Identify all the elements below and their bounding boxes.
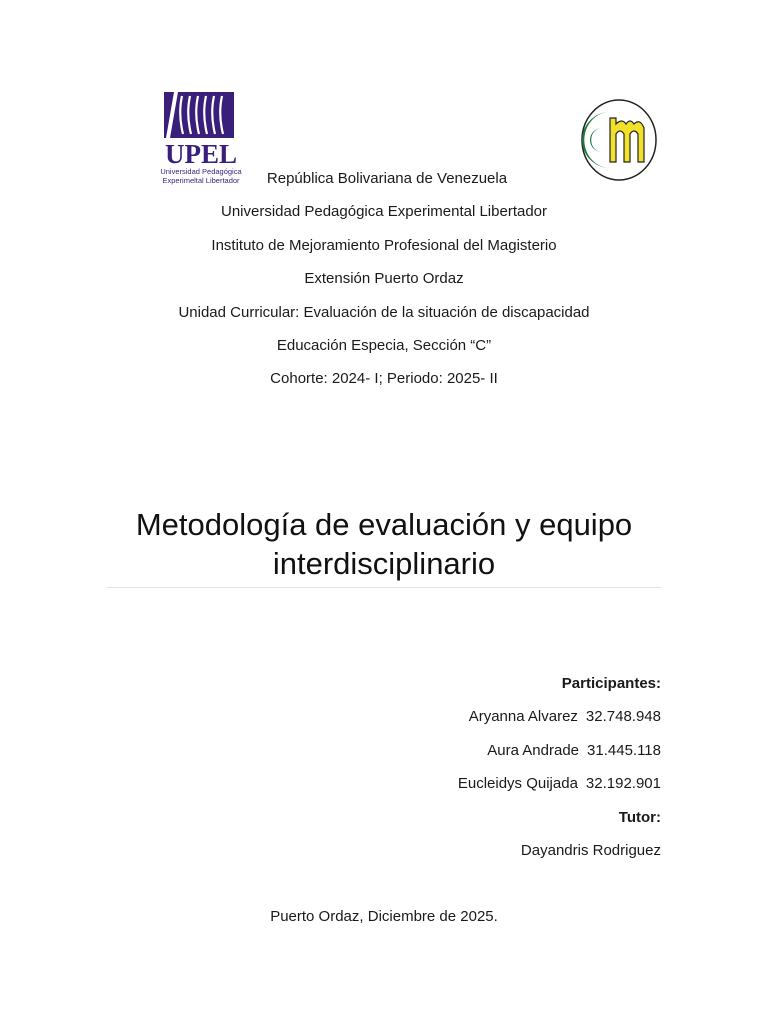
participants-block xyxy=(261,673,661,873)
participant-name: Eucleidys Quijada xyxy=(457,775,578,793)
participant-row xyxy=(261,773,661,795)
participant-name: Aryanna Alvarez xyxy=(468,708,578,726)
upel-logo-subtitle: Universidad Pedagógica Experimeltal Libertador xyxy=(160,167,242,185)
upel-logo-word: UPEL xyxy=(164,139,237,169)
header-line-republic: República Bolivariana de Venezuela xyxy=(266,170,508,187)
header-line-cohort: Cohorte: 2024- I; Periodo: 2025- II xyxy=(270,370,498,388)
document-title xyxy=(106,505,662,583)
participant-id: 32.748.948 xyxy=(585,708,661,726)
header-line-course: Unidad Curricular: Evaluación de la situación de discapacidad xyxy=(178,303,590,321)
participant-row xyxy=(261,706,661,728)
participant-id: 31.445.118 xyxy=(587,741,661,759)
participant-row xyxy=(261,740,661,762)
document-title-line-1: Metodología de evaluación y equipo xyxy=(135,507,633,542)
title-divider xyxy=(106,587,662,588)
header-line-institute: Instituto de Mejoramiento Profesional del Magisterio xyxy=(211,236,557,254)
tutor-name: Dayandris Rodriguez xyxy=(520,841,661,859)
document-title-line-2: interdisciplinario xyxy=(272,546,496,581)
header-line-section: Educación Especia, Sección “C” xyxy=(276,336,492,354)
institution-header xyxy=(0,168,768,402)
header-line-extension: Extensión Puerto Ordaz xyxy=(304,270,464,288)
participants-label: Participantes: xyxy=(561,675,661,692)
place-date: Puerto Ordaz, Diciembre de 2025. xyxy=(270,908,498,925)
participant-id: 32.192.901 xyxy=(585,775,661,793)
header-line-university: Universidad Pedagógica Experimental Libertador xyxy=(220,203,548,221)
tutor-label: Tutor: xyxy=(618,808,661,826)
participant-name: Aura Andrade xyxy=(487,741,580,759)
